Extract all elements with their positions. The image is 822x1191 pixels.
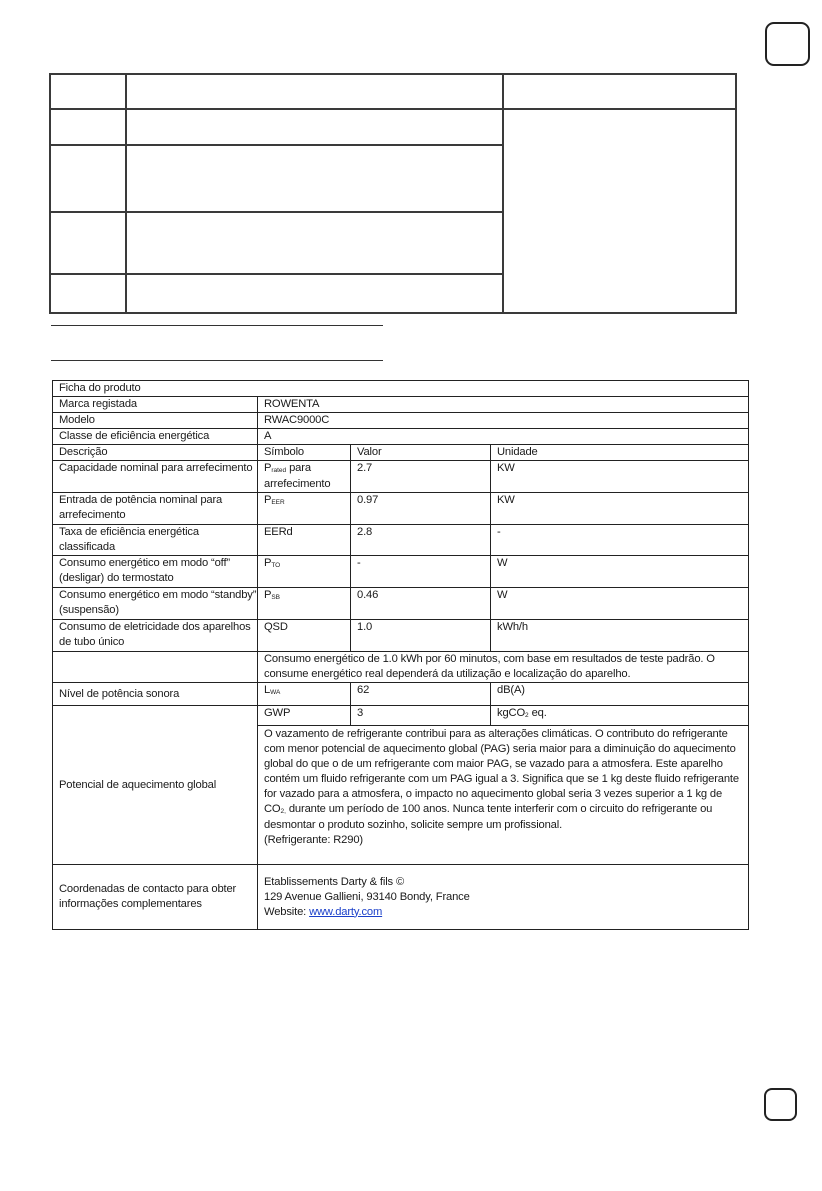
website-label: Website: <box>264 905 310 918</box>
gwp-text-end: durante um período de 100 anos. Nunca tente interferir com o circuito do refrigerante ou desmontar o produto sozinho, solicite sempre um profissional. <box>264 803 713 831</box>
grid-cell <box>50 145 126 212</box>
symbol-text: P <box>264 462 272 474</box>
sound-description: Nível de potência sonora <box>53 683 258 706</box>
row-value: 2.7 <box>351 461 491 493</box>
blank-line <box>51 360 383 361</box>
symbol-text: L <box>264 684 271 696</box>
model-value: RWAC9000C <box>258 413 749 429</box>
row-unit: KW <box>491 493 749 525</box>
model-label: Modelo <box>53 413 258 429</box>
column-header-description: Descrição <box>53 445 258 461</box>
page-language-badge <box>765 22 810 66</box>
row-description: Consumo energético em modo “off” (desligar) do termostato <box>53 556 258 588</box>
product-information-sheet <box>52 380 749 930</box>
refrigerant-note: (Refrigerante: R290) <box>264 834 363 846</box>
row-description: Taxa de eficiência energética classificada <box>53 525 258 556</box>
company-address: 129 Avenue Gallieni, 93140 Bondy, France <box>264 890 470 903</box>
row-unit: - <box>491 525 749 556</box>
energy-class-value: A <box>258 429 749 445</box>
row-unit: W <box>491 556 749 588</box>
row-description: Capacidade nominal para arrefecimento <box>53 461 258 493</box>
contact-label: Coordenadas de contacto para obter informações complementares <box>53 865 258 930</box>
symbol-subscript: EER <box>271 499 285 506</box>
row-symbol: QSD <box>258 620 351 652</box>
column-header-symbol: Símbolo <box>258 445 351 461</box>
note-empty-cell <box>53 652 258 683</box>
grid-cell <box>50 212 126 274</box>
unit-subscript: 2 <box>525 712 529 719</box>
row-unit: kWh/h <box>491 620 749 652</box>
website-link[interactable]: www.darty.com <box>309 905 383 918</box>
row-value: 2.8 <box>351 525 491 556</box>
grid-cell <box>50 274 126 313</box>
consumption-note: Consumo energético de 1.0 kWh por 60 minutos, com base em resultados de teste padrão. O consume energético real dependerá da utilização e localização do aparelho. <box>258 652 749 683</box>
grid-cell <box>503 74 736 109</box>
brand-value: ROWENTA <box>258 397 749 413</box>
symbol-subscript: rated <box>271 467 287 474</box>
grid-cell <box>126 109 503 145</box>
sheet-header: Ficha do produto <box>53 381 749 397</box>
page-number-badge <box>764 1088 797 1121</box>
grid-cell <box>126 74 503 109</box>
row-symbol: EERd <box>258 525 351 556</box>
row-value: - <box>351 556 491 588</box>
gwp-explanation <box>258 726 749 865</box>
row-value: 1.0 <box>351 620 491 652</box>
gwp-text: O vazamento de refrigerante contribui para as alterações climáticas. O contributo do refrigerante com menor potencial de aquecimento global (PAG) seria maior para a diminuição do aquecimento global do que o de um refrigerante com maior PAG, se vazado para a atmosfera. Este aparelho contém um fluido refrigerante com um PAG igual a 3. Significa que se 1 kg deste fluido refrigerante for vazado para a atmosfera, o impacto no aquecimento global seria 3 vezes superior a 1 kg de CO <box>264 728 739 815</box>
grid-cell <box>126 274 503 313</box>
symbol-subscript: TO <box>271 562 281 569</box>
sound-symbol <box>258 683 351 706</box>
symbol-text: P <box>264 557 272 569</box>
row-unit: KW <box>491 461 749 493</box>
brand-label: Marca registada <box>53 397 258 413</box>
row-description: Consumo energético em modo “standby” (suspensão) <box>53 588 258 620</box>
blank-line <box>51 325 383 326</box>
website-line <box>264 905 748 920</box>
symbol-text: P <box>264 494 272 506</box>
column-header-value: Valor <box>351 445 491 461</box>
row-symbol <box>258 461 351 493</box>
empty-grid-table <box>49 73 737 314</box>
company-name: Etablissements Darty & fils © <box>264 875 405 888</box>
grid-cell <box>50 74 126 109</box>
gwp-symbol: GWP <box>258 706 351 726</box>
grid-cell <box>50 109 126 145</box>
column-header-unit: Unidade <box>491 445 749 461</box>
symbol-text: P <box>264 589 272 601</box>
row-value: 0.46 <box>351 588 491 620</box>
grid-cell <box>126 145 503 212</box>
symbol-subscript: SB <box>271 594 280 601</box>
row-symbol <box>258 588 351 620</box>
symbol-suffix: para arrefecimento <box>264 462 331 490</box>
sound-value: 62 <box>351 683 491 706</box>
row-value: 0.97 <box>351 493 491 525</box>
energy-class-label: Classe de eficiência energética <box>53 429 258 445</box>
unit-text: kgCO <box>497 707 525 719</box>
row-description: Entrada de potência nominal para arrefecimento <box>53 493 258 525</box>
row-symbol <box>258 556 351 588</box>
sound-unit: dB(A) <box>491 683 749 706</box>
row-description: Consumo de eletricidade dos aparelhos de tubo único <box>53 620 258 652</box>
grid-cell-merged <box>503 109 736 313</box>
row-unit: W <box>491 588 749 620</box>
grid-cell <box>126 212 503 274</box>
unit-suffix: eq. <box>528 707 547 719</box>
symbol-subscript: WA <box>270 689 281 696</box>
contact-details <box>258 865 749 930</box>
co2-subscript: 2, <box>280 808 286 815</box>
gwp-value: 3 <box>351 706 491 726</box>
row-symbol <box>258 493 351 525</box>
gwp-unit <box>491 706 749 726</box>
gwp-description: Potencial de aquecimento global <box>53 706 258 865</box>
